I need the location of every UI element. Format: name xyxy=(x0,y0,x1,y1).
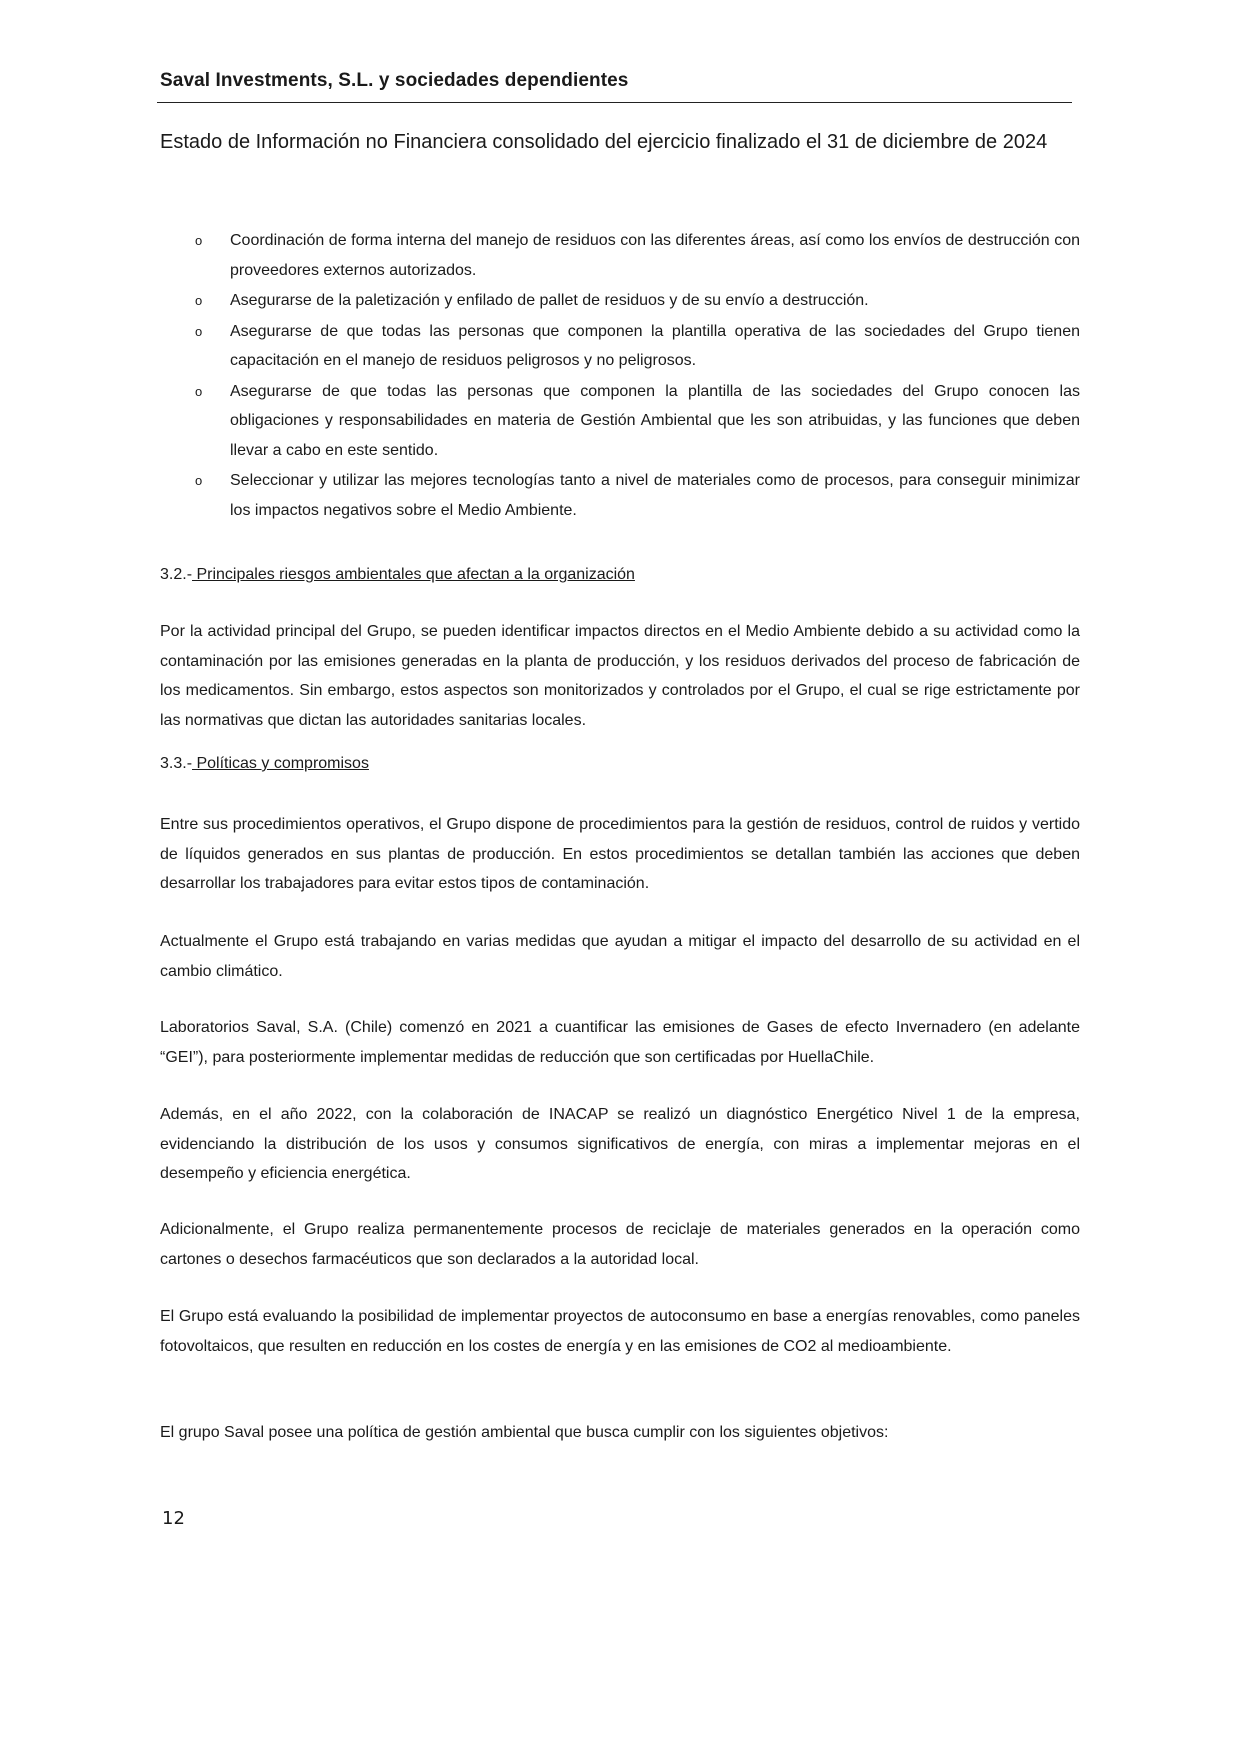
paragraph: Actualmente el Grupo está trabajando en varias medidas que ayudan a mitigar el impacto del desarrollo de su actividad en el cambio climático. xyxy=(160,933,1080,980)
bullet-text: Asegurarse de la paletización y enfilado de pallet de residuos y de su envío a destrucción. xyxy=(230,292,869,309)
hollow-bullet-icon: o xyxy=(195,473,203,488)
document-subtitle: Estado de Información no Financiera consolidado del ejercicio finalizado el 31 de diciembre de 2024 xyxy=(160,131,1048,153)
section-heading-3-3 xyxy=(160,753,369,775)
paragraph: Laboratorios Saval, S.A. (Chile) comenzó en 2021 a cuantificar las emisiones de Gases de efecto Invernadero (en adelante “GEI”), para posteriormente implementar medidas de reducción que son certificadas por HuellaChile. xyxy=(160,1019,1080,1066)
company-header: Saval Investments, S.L. y sociedades dependientes xyxy=(160,70,629,91)
section-number: 3.3.- xyxy=(160,755,193,772)
paragraph: El grupo Saval posee una política de gestión ambiental que busca cumplir con los siguientes objetivos: xyxy=(160,1424,889,1441)
section-heading-3-2 xyxy=(160,564,635,586)
bullet-item xyxy=(160,317,1080,376)
header-divider xyxy=(157,102,1072,103)
hollow-bullet-icon: o xyxy=(195,323,203,339)
bullet-item xyxy=(160,286,1080,316)
section-number: 3.2.- xyxy=(160,566,193,583)
section-title: Políticas y compromisos xyxy=(192,755,369,772)
paragraph: Entre sus procedimientos operativos, el Grupo dispone de procedimientos para la gestión de residuos, control de ruidos y vertido de líquidos generados en sus plantas de producción. En estos procedimientos se detallan también las acciones que deben desarrollar los trabajadores para evitar estos tipos de contaminación. xyxy=(160,816,1080,892)
hollow-bullet-icon: o xyxy=(195,293,203,308)
page-number: 12 xyxy=(162,1508,185,1529)
objectives-bullet-list xyxy=(160,226,1080,526)
bullet-item xyxy=(160,377,1080,466)
bullet-text: Coordinación de forma interna del manejo de residuos con las diferentes áreas, así como los envíos de destrucción con proveedores externos autorizados. xyxy=(230,232,1080,279)
bullet-text: Asegurarse de que todas las personas que componen la plantilla de las sociedades del Grupo conocen las obligaciones y responsabilidades en materia de Gestión Ambiental que les son atribuidas, y las funciones que deben llevar a cabo en este sentido. xyxy=(230,382,1080,459)
paragraph: Adicionalmente, el Grupo realiza permanentemente procesos de reciclaje de materiales generados en la operación como cartones o desechos farmacéuticos que son declarados a la autoridad local. xyxy=(160,1221,1080,1268)
paragraph: El Grupo está evaluando la posibilidad de implementar proyectos de autoconsumo en base a energías renovables, como paneles fotovoltaicos, que resulten en reducción en los costes de energía y en las emisiones de CO2 al medioambiente. xyxy=(160,1308,1080,1355)
section-title: Principales riesgos ambientales que afectan a la organización xyxy=(192,566,635,583)
hollow-bullet-icon: o xyxy=(195,383,203,399)
bullet-text: Asegurarse de que todas las personas que componen la plantilla operativa de las sociedades del Grupo tienen capacitación en el manejo de residuos peligrosos y no peligrosos. xyxy=(230,322,1080,369)
bullet-item xyxy=(160,226,1080,285)
hollow-bullet-icon: o xyxy=(195,233,203,248)
section-3-2-paragraph: Por la actividad principal del Grupo, se pueden identificar impactos directos en el Medio Ambiente debido a su actividad como la contaminación por las emisiones generadas en la planta de producción, y los residuos derivados del proceso de fabricación de los medicamentos. Sin embargo, estos aspectos son monitorizados y controlados por el Grupo, el cual se rige estrictamente por las normativas que dictan las autoridades sanitarias locales. xyxy=(160,623,1080,729)
bullet-item xyxy=(160,466,1080,525)
bullet-text: Seleccionar y utilizar las mejores tecnologías tanto a nivel de materiales como de procesos, para conseguir minimizar los impactos negativos sobre el Medio Ambiente. xyxy=(230,472,1080,519)
paragraph: Además, en el año 2022, con la colaboración de INACAP se realizó un diagnóstico Energético Nivel 1 de la empresa, evidenciando la distribución de los usos y consumos significativos de energía, con miras a implementar mejoras en el desempeño y eficiencia energética. xyxy=(160,1106,1080,1182)
